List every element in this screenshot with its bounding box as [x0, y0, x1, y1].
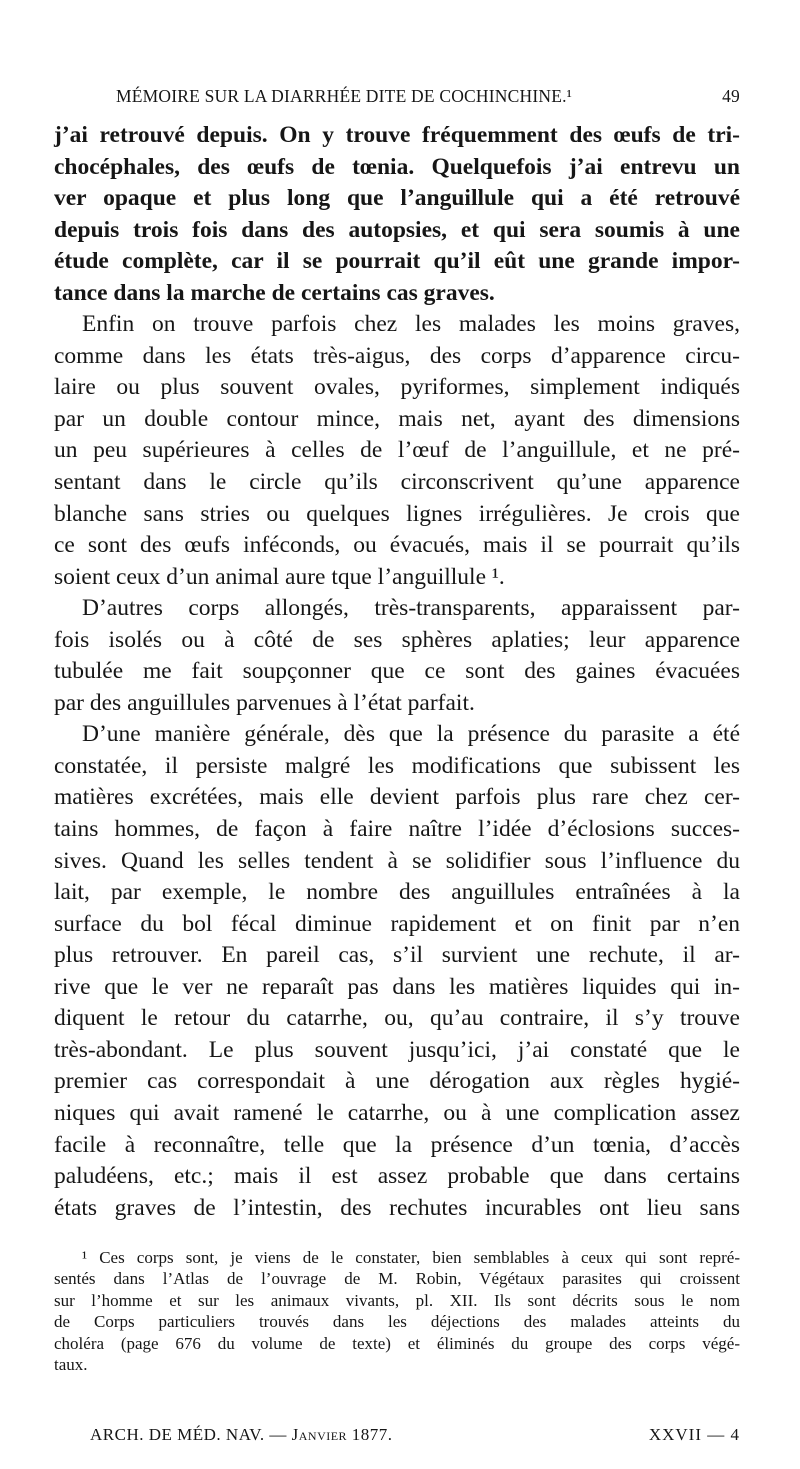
body-line: laire ou plus souvent ovales, pyriformes, simplement indiqués: [54, 374, 740, 401]
footnotes: [54, 1247, 740, 1375]
body-line: ver opaque et plus long que l’anguillule qui a été retrouvé: [54, 185, 740, 212]
body-line: Enfin on trouve parfois chez les malades les moins graves,: [82, 311, 740, 338]
body-line: facile à reconnaître, telle que la présence d’un tœnia, d’accès: [54, 1131, 740, 1158]
footnote-line: taux.: [54, 1354, 88, 1374]
body-line: blanche sans stries ou quelques lignes irrégulières. Je crois que: [54, 500, 740, 527]
body-line: très-abondant. Le plus souvent jusqu’ici, j’ai constaté que le: [54, 1036, 740, 1063]
body-line: rive que le ver ne reparaît pas dans les matières liquides qui in-: [54, 973, 740, 1000]
running-head: [116, 86, 740, 116]
body-line: étude complète, car il se pourrait qu’il eût une grande impor-: [54, 248, 740, 275]
body-line: états graves de l’intestin, des rechutes incurables ont lieu sans: [54, 1194, 740, 1221]
body-line: j’ai retrouvé depuis. On y trouve fréquemment des œufs de tri-: [54, 122, 740, 148]
body-line: un peu supérieures à celles de l’œuf de l’anguillule, et ne pré-: [54, 437, 740, 464]
body-line: lait, par exemple, le nombre des anguillules entraînées à la: [54, 879, 740, 906]
footnote-line: choléra (page 676 du volume de texte) et éliminés du groupe des corps végé-: [54, 1333, 740, 1353]
body-line: niques qui avait ramené le catarrhe, ou à une complication assez: [54, 1099, 740, 1126]
page-number: 49: [722, 86, 740, 106]
body-line: chocéphales, des œufs de tœnia. Quelquefois j’ai entrevu un: [54, 153, 740, 180]
running-title: MÉMOIRE SUR LA DIARRHÉE DITE DE COCHINCHINE.¹: [116, 86, 573, 106]
footnote-line: de Corps particuliers trouvés dans les déjections des malades atteints du: [54, 1312, 740, 1332]
body-line: par un double contour mince, mais net, ayant des dimensions: [54, 405, 740, 432]
body-line: par des anguillules parvenues à l’état parfait.: [54, 689, 475, 716]
footnote-line: sur l’homme et sur les animaux vivants, pl. XII. Ils sont décrits sous le nom: [54, 1290, 740, 1310]
body-line: paludéens, etc.; mais il est assez probable que dans certains: [54, 1163, 740, 1190]
body-line: tains hommes, de façon à faire naître l’idée d’éclosions succes-: [54, 816, 740, 843]
body-line: comme dans les états très-aigus, des corps d’apparence circu-: [54, 342, 740, 369]
body-line: depuis trois fois dans des autopsies, et qui sera soumis à une: [54, 216, 740, 243]
body-line: soient ceux d’un animal aure tque l’anguillule ¹.: [54, 563, 505, 590]
body-line: sentant dans le circle qu’ils circonscrivent qu’une apparence: [54, 469, 740, 496]
signature-mark: XXVII — 4: [648, 1425, 740, 1444]
body-line: plus retrouver. En pareil cas, s’il survient une rechute, il ar-: [54, 942, 740, 969]
body-line: matières excrétées, mais elle devient parfois plus rare chez cer-: [54, 784, 740, 811]
body-line: surface du bol fécal diminue rapidement et on finit par n’en: [54, 910, 740, 937]
body-line: premier cas correspondait à une dérogation aux règles hygié-: [54, 1068, 740, 1095]
body-text: [54, 120, 740, 1224]
journal-reference: ARCH. DE MÉD. NAV. — Janvier 1877.: [90, 1425, 393, 1444]
body-line: D’une manière générale, dès que la présence du parasite a été: [82, 721, 740, 748]
body-line: constatée, il persiste malgré les modifications que subissent les: [54, 752, 740, 779]
body-line: tubulée me fait soupçonner que ce sont des gaines évacuées: [54, 658, 740, 685]
body-line: tance dans la marche de certains cas graves.: [54, 279, 495, 306]
body-line: ce sont des œufs inféconds, ou évacués, mais il se pourrait qu’ils: [54, 532, 740, 559]
footnote-line: ¹ Ces corps sont, je viens de le constater, bien semblables à ceux qui sont repré-: [82, 1248, 740, 1267]
body-line: D’autres corps allongés, très-transparents, apparaissent par-: [82, 595, 740, 622]
body-line: fois isolés ou à côté de ses sphères aplaties; leur apparence: [54, 626, 740, 653]
body-line: diquent le retour du catarrhe, ou, qu’au contraire, il s’y trouve: [54, 1005, 740, 1032]
body-line: sives. Quand les selles tendent à se solidifier sous l’influence du: [54, 847, 740, 874]
page-footer: [90, 1425, 740, 1449]
footnote-line: sentés dans l’Atlas de l’ouvrage de M. Robin, Végétaux parasites qui croissent: [54, 1269, 740, 1289]
